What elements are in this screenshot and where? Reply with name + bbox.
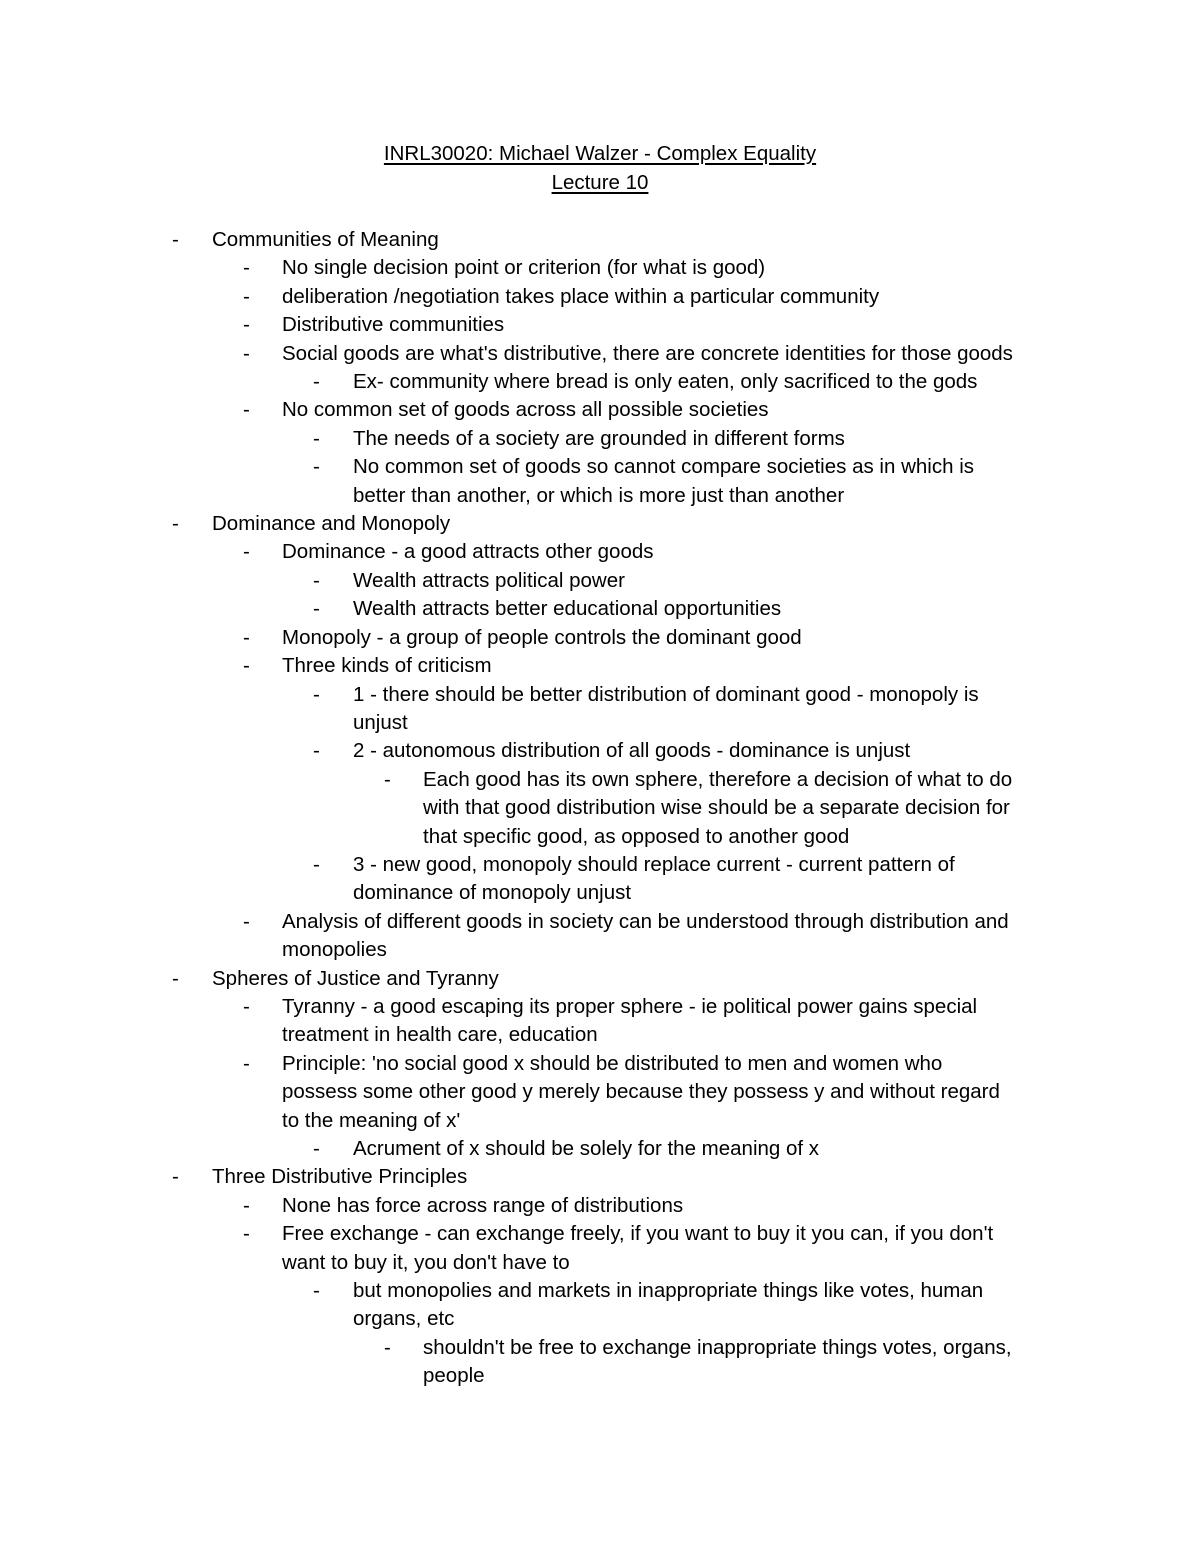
outline-item-level-2 — [0, 425, 1200, 453]
outline-item-line: possess some other good y merely because they possess y and without regard — [282, 1080, 1000, 1104]
outline-item-line: Dominance - a good attracts other goods — [282, 540, 654, 564]
outline-item-text — [282, 1220, 1072, 1277]
outline-item-level-0 — [0, 965, 1200, 993]
outline-item-text — [353, 368, 1053, 396]
bullet-dash: - — [313, 852, 320, 876]
bullet-dash: - — [243, 994, 250, 1018]
outline-item-line: organs, etc — [353, 1307, 455, 1331]
bullet-dash: - — [172, 228, 179, 251]
outline-item-line: Monopoly - a group of people controls the dominant good — [282, 625, 802, 649]
outline-item-text — [353, 595, 1053, 623]
outline-item-text — [353, 1135, 1053, 1163]
outline-item-level-1 — [0, 1050, 1200, 1135]
outline-item-level-2 — [0, 567, 1200, 595]
outline-item-line: 2 - autonomous distribution of all goods - dominance is unjust — [353, 739, 911, 763]
outline-item-line: to the meaning of x' — [282, 1108, 461, 1132]
outline-item-level-1 — [0, 283, 1200, 311]
outline-item-level-1 — [0, 908, 1200, 965]
outline-item-line: monopolies — [282, 938, 387, 962]
outline-item-level-2 — [0, 681, 1200, 738]
document-header — [0, 140, 1200, 197]
outline-item-line: Tyranny - a good escaping its proper sphere - ie political power gains special — [282, 994, 978, 1018]
outline-item-text — [212, 1163, 1092, 1191]
bullet-dash: - — [313, 455, 320, 479]
outline-item-text — [282, 908, 1072, 965]
outline-item-text — [282, 624, 1072, 652]
outline-item-text — [353, 737, 1053, 765]
bullet-dash: - — [243, 398, 250, 422]
outline-item-text — [282, 1050, 1072, 1135]
outline-item-level-3 — [0, 1334, 1200, 1391]
outline-item-level-2 — [0, 1277, 1200, 1334]
outline-item-line: 1 - there should be better distribution of dominant good - monopoly is — [353, 682, 979, 706]
bullet-dash: - — [313, 568, 320, 592]
outline-item-line: want to buy it, you don't have to — [282, 1250, 570, 1274]
outline-item-line: shouldn't be free to exchange inappropriate things votes, organs, — [423, 1335, 1012, 1359]
outline-item-text — [282, 1192, 1072, 1220]
outline-item-level-1 — [0, 254, 1200, 282]
outline-item-line: Principle: 'no social good x should be distributed to men and women who — [282, 1051, 943, 1075]
bullet-dash: - — [384, 1335, 391, 1359]
outline-item-text — [282, 311, 1072, 339]
bullet-dash: - — [313, 426, 320, 450]
outline-item-line: Spheres of Justice and Tyranny — [212, 966, 499, 990]
bullet-dash: - — [172, 966, 179, 990]
bullet-dash: - — [243, 540, 250, 564]
bullet-dash: - — [243, 625, 250, 649]
outline-item-level-2 — [0, 1135, 1200, 1163]
outline-item-text — [212, 965, 1092, 993]
outline-item-line: but monopolies and markets in inappropriate things like votes, human — [353, 1279, 984, 1303]
outline-item-text — [353, 851, 1053, 908]
bullet-dash: - — [384, 767, 391, 791]
outline-item-line: Three kinds of criticism — [282, 654, 492, 678]
outline-item-level-2 — [0, 595, 1200, 623]
document-title: INRL30020: Michael Walzer - Complex Equality — [383, 142, 817, 165]
outline-item-line: No common set of goods across all possible societies — [282, 398, 769, 422]
outline-item-line: deliberation /negotiation takes place within a particular community — [282, 284, 880, 308]
outline-item-level-1 — [0, 538, 1200, 566]
bullet-dash: - — [243, 1222, 250, 1246]
bullet-dash: - — [243, 909, 250, 933]
outline-item-text — [353, 425, 1053, 453]
outline-item-level-1 — [0, 624, 1200, 652]
outline-item-text — [282, 538, 1072, 566]
outline-item-line: No single decision point or criterion (for what is good) — [282, 256, 766, 280]
outline-item-level-3 — [0, 766, 1200, 851]
outline-item-text — [353, 567, 1053, 595]
outline-item-text — [282, 396, 1072, 424]
bullet-dash: - — [243, 256, 250, 280]
outline-item-level-1 — [0, 340, 1200, 368]
outline-item-line: with that good distribution wise should be a separate decision for — [423, 796, 1010, 820]
outline-item-line: Communities of Meaning — [212, 228, 439, 251]
outline-item-text — [423, 766, 1063, 851]
bullet-dash: - — [243, 313, 250, 337]
outline-item-line: unjust — [353, 710, 408, 734]
outline-item-line: Wealth attracts political power — [353, 568, 625, 592]
outline-item-level-0 — [0, 510, 1200, 538]
outline-item-level-1 — [0, 311, 1200, 339]
outline-item-line: people — [423, 1364, 485, 1388]
bullet-dash: - — [313, 682, 320, 706]
outline-item-line: better than another, or which is more just than another — [353, 483, 845, 507]
outline-item-text — [353, 681, 1053, 738]
bullet-dash: - — [243, 654, 250, 678]
bullet-dash: - — [243, 1051, 250, 1075]
outline-item-text — [212, 510, 1092, 538]
outline-item-level-0 — [0, 226, 1200, 254]
outline-item-level-2 — [0, 851, 1200, 908]
outline-item-level-2 — [0, 737, 1200, 765]
outline-item-line: Free exchange - can exchange freely, if you want to buy it you can, if you don't — [282, 1222, 994, 1246]
bullet-dash: - — [172, 1165, 179, 1189]
outline-item-level-2 — [0, 368, 1200, 396]
outline-item-line: Acrument of x should be solely for the meaning of x — [353, 1137, 820, 1160]
outline-item-text — [282, 283, 1072, 311]
outline-item-level-0 — [0, 1163, 1200, 1191]
outline-item-line: The needs of a society are grounded in different forms — [353, 426, 845, 450]
bullet-dash: - — [313, 739, 320, 763]
outline-item-level-1 — [0, 652, 1200, 680]
outline-item-level-1 — [0, 396, 1200, 424]
outline-item-line: Each good has its own sphere, therefore a decision of what to do — [423, 767, 1013, 791]
bullet-dash: - — [313, 1137, 320, 1160]
outline-item-text — [212, 226, 1092, 254]
bullet-dash: - — [313, 597, 320, 621]
outline-item-line: dominance of monopoly unjust — [353, 881, 632, 905]
bullet-dash: - — [243, 1193, 250, 1217]
outline-item-text — [282, 254, 1072, 282]
outline-item-text — [282, 340, 1072, 368]
outline-item-line: Analysis of different goods in society can be understood through distribution and — [282, 909, 1009, 933]
bullet-dash: - — [243, 341, 250, 365]
outline-item-line: None has force across range of distributions — [282, 1193, 684, 1217]
outline-list — [0, 226, 1200, 1391]
outline-item-text — [353, 453, 1053, 510]
outline-item-level-1 — [0, 1220, 1200, 1277]
bullet-dash: - — [313, 370, 320, 394]
outline-item-text — [282, 652, 1072, 680]
outline-item-line: Ex- community where bread is only eaten, only sacrificed to the gods — [353, 370, 978, 394]
outline-item-text — [353, 1277, 1053, 1334]
outline-item-line: Dominance and Monopoly — [212, 512, 451, 536]
outline-item-line: 3 - new good, monopoly should replace current - current pattern of — [353, 852, 955, 876]
outline-item-text — [282, 993, 1072, 1050]
document-subtitle: Lecture 10 — [551, 170, 649, 194]
outline-item-level-2 — [0, 453, 1200, 510]
outline-item-line: Three Distributive Principles — [212, 1165, 468, 1189]
outline-item-line: No common set of goods so cannot compare societies as in which is — [353, 455, 974, 479]
outline-item-text — [423, 1334, 1063, 1391]
outline-item-level-1 — [0, 1192, 1200, 1220]
outline-item-line: that specific good, as opposed to another good — [423, 824, 850, 848]
outline-item-level-1 — [0, 993, 1200, 1050]
bullet-dash: - — [243, 284, 250, 308]
outline-item-line: treatment in health care, education — [282, 1023, 598, 1047]
bullet-dash: - — [172, 512, 179, 536]
outline-item-line: Social goods are what's distributive, there are concrete identities for those goods — [282, 341, 1013, 365]
outline-item-line: Wealth attracts better educational opportunities — [353, 597, 782, 621]
bullet-dash: - — [313, 1279, 320, 1303]
outline-item-line: Distributive communities — [282, 313, 505, 337]
